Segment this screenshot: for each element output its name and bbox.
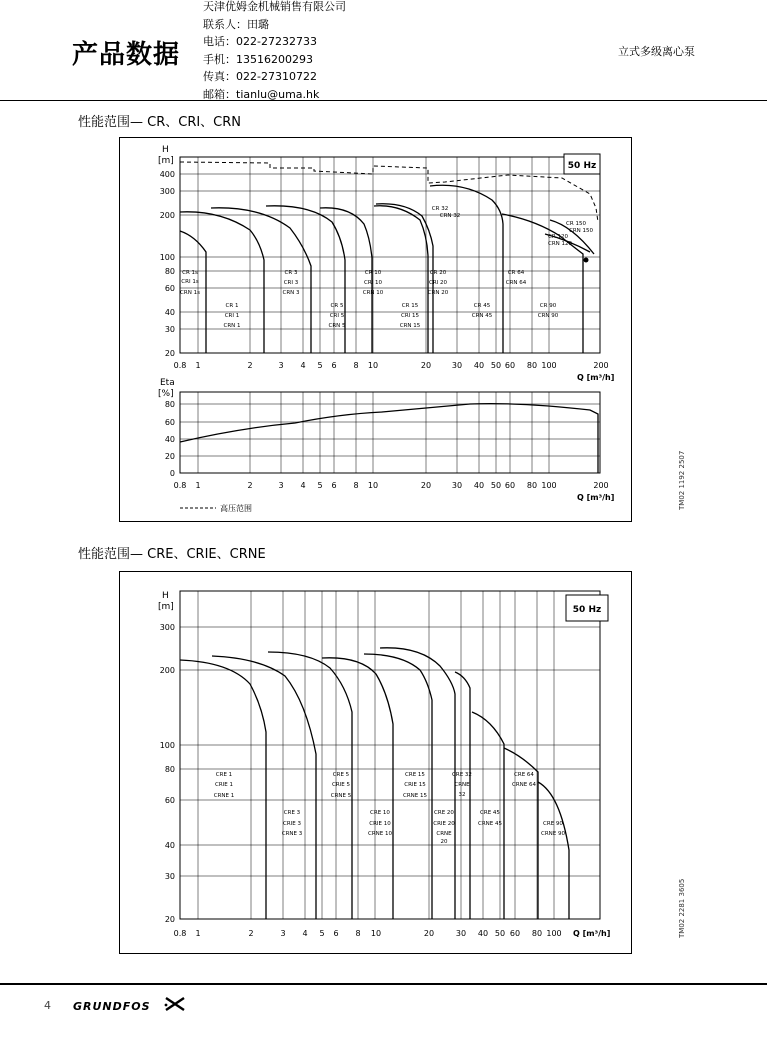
h-tick-2: 60 — [164, 796, 175, 805]
q-tick-1: 100 — [541, 361, 557, 370]
q-tick-1: 0.8 — [173, 361, 187, 370]
h-tick-1: 30 — [164, 325, 175, 334]
q-tick-2: 0.8 — [173, 929, 187, 938]
performance-chart-cre — [119, 571, 632, 954]
doc-number-2: TM02 2281 3605 — [678, 878, 686, 938]
pump-label: CR 15 — [401, 303, 419, 309]
pump-label: CRNE 90 — [541, 831, 565, 837]
pump-label: CRE 20 — [434, 810, 454, 816]
pump-label: CRE 5 — [332, 772, 350, 778]
q-tick-2: 2 — [248, 929, 254, 938]
q-tick-eta: 20 — [420, 481, 432, 490]
q-tick-2: 30 — [455, 929, 467, 938]
pump-label: CRN 45 — [471, 313, 493, 319]
q-tick-eta: 200 — [593, 481, 609, 490]
contact-mobile: 手机：13516200293 — [203, 52, 313, 66]
q-tick-1: 10 — [367, 361, 379, 370]
q-tick-1: 6 — [331, 361, 337, 370]
q-axis-label-2: Q [m³/h] — [573, 929, 611, 938]
doc-number-1: TM02 1192 2507 — [678, 450, 686, 510]
contact-fax: 传真：022-27310722 — [203, 70, 317, 83]
pump-label: CRE 1 — [215, 772, 233, 778]
h-tick-2: 30 — [164, 872, 175, 881]
q-tick-2: 50 — [494, 929, 506, 938]
performance-chart-cr — [119, 137, 632, 522]
pump-label: CRNE 1 — [213, 793, 235, 799]
pump-label: CRN 150 — [568, 228, 594, 234]
pump-label: CR 1 — [225, 303, 239, 309]
pump-label: CRN 1 — [223, 323, 241, 329]
pump-label: CRNE 15 — [403, 793, 427, 799]
h-tick-1: 60 — [164, 284, 175, 293]
pump-label: CRN 1s — [180, 290, 200, 296]
product-category: 立式多级离心泵 — [618, 45, 695, 58]
q-tick-eta: 10 — [367, 481, 379, 490]
pump-label: CR 3 — [284, 270, 298, 276]
q-tick-2: 40 — [477, 929, 489, 938]
pump-label: CRE 32 — [452, 772, 472, 778]
pump-label: CRN 20 — [427, 290, 449, 296]
pump-label: CRI 1 — [224, 313, 240, 319]
pump-curves-cre — [180, 648, 569, 919]
pump-label: CR 1s — [182, 270, 198, 276]
freq-badge-1: 50 Hz — [567, 161, 597, 171]
pump-label: CR 90 — [539, 303, 557, 309]
pump-label: CRIE 3 — [282, 821, 302, 827]
contact-person: 联系人：田璐 — [203, 17, 269, 31]
h-axis-unit-2: [m] — [158, 602, 174, 612]
eta-tick: 40 — [164, 435, 175, 444]
high-pressure-dashed-line — [180, 162, 598, 222]
h-tick-1: 300 — [159, 187, 175, 196]
grundfos-logo-icon — [164, 996, 186, 1012]
q-tick-2: 60 — [509, 929, 521, 938]
pump-label: CR 45 — [473, 303, 491, 309]
q-tick-1: 60 — [504, 361, 516, 370]
page-title: 产品数据 — [72, 40, 181, 70]
pump-label: CRE 3 — [283, 810, 301, 816]
section-title-cr: 性能范围— CR、CRI、CRN — [78, 115, 242, 130]
pump-label: CR 32 — [431, 206, 449, 212]
h-tick-1: 80 — [164, 267, 175, 276]
header-divider — [0, 100, 767, 101]
pump-label: 20 — [440, 839, 448, 845]
h-tick-1: 100 — [159, 253, 175, 262]
h-tick-1: 40 — [164, 308, 175, 317]
eta-axis-label: Eta — [160, 378, 175, 388]
h-axis-label-2: H — [162, 591, 169, 601]
page-number: 4 — [44, 999, 51, 1012]
q-tick-1: 200 — [593, 361, 609, 370]
q-tick-1: 20 — [420, 361, 432, 370]
q-tick-1: 80 — [526, 361, 538, 370]
pump-label: CRIE 5 — [331, 782, 351, 788]
h-axis-label-1: H — [162, 145, 169, 155]
q-tick-1: 2 — [247, 361, 253, 370]
q-tick-2: 1 — [195, 929, 201, 938]
pump-label: CRN 120 — [547, 241, 573, 247]
pump-label: CRE 90 — [543, 821, 563, 827]
pump-label: CRIE 15 — [404, 782, 426, 788]
pump-label: CRNE — [436, 831, 452, 837]
contact-company: 天津优姆金机械销售有限公司 — [203, 0, 346, 13]
pump-label: CRNE 45 — [478, 821, 502, 827]
q-tick-eta: 0.8 — [173, 481, 187, 490]
h-tick-2: 100 — [159, 741, 175, 750]
q-tick-2: 100 — [546, 929, 562, 938]
cr150-point-marker — [584, 258, 589, 263]
pump-label: CRE 45 — [480, 810, 500, 816]
q-tick-eta: 5 — [317, 481, 323, 490]
pump-label: CRI 20 — [428, 280, 448, 286]
q-tick-eta: 50 — [490, 481, 502, 490]
h-tick-2: 300 — [159, 623, 175, 632]
q-tick-eta: 100 — [541, 481, 557, 490]
q-tick-eta: 60 — [504, 481, 516, 490]
pump-label: CRNE 3 — [281, 831, 303, 837]
eta-axis-unit: [%] — [158, 389, 174, 399]
q-tick-2: 8 — [355, 929, 361, 938]
pump-label: CRE 10 — [370, 810, 390, 816]
q-tick-2: 10 — [370, 929, 382, 938]
q-tick-2: 6 — [333, 929, 339, 938]
q-axis-label-eta: Q [m³/h] — [577, 493, 615, 502]
q-tick-eta: 1 — [195, 481, 201, 490]
section-title-cre: 性能范围— CRE、CRIE、CRNE — [78, 547, 266, 562]
pump-label: CRN 3 — [282, 290, 300, 296]
pump-label: CR 64 — [507, 270, 525, 276]
q-tick-2: 5 — [319, 929, 325, 938]
pump-label: CRNE 10 — [368, 831, 392, 837]
q-axis-label-1: Q [m³/h] — [577, 373, 615, 382]
h-tick-1: 20 — [164, 349, 175, 358]
pump-label: CRI 1s — [181, 279, 199, 285]
eta-tick: 80 — [164, 400, 175, 409]
h-tick-2: 40 — [164, 841, 175, 850]
pump-label: CRIE 10 — [369, 821, 391, 827]
legend-label: 高压范围 — [220, 504, 252, 513]
q-tick-eta: 80 — [526, 481, 538, 490]
eta-tick: 20 — [164, 452, 175, 461]
pump-label: CRE 64 — [514, 772, 534, 778]
pump-label: CRIE 20 — [433, 821, 455, 827]
h-tick-2: 200 — [159, 666, 175, 675]
q-tick-eta: 8 — [353, 481, 359, 490]
pump-label: CRN 64 — [505, 280, 527, 286]
q-tick-eta: 3 — [278, 481, 284, 490]
q-tick-2: 20 — [423, 929, 435, 938]
q-tick-2: 80 — [531, 929, 543, 938]
pump-label: CR 20 — [429, 270, 447, 276]
freq-badge-2: 50 Hz — [572, 605, 602, 615]
q-tick-eta: 40 — [473, 481, 485, 490]
q-tick-eta: 2 — [247, 481, 253, 490]
pump-label: CRIE 1 — [214, 782, 234, 788]
pump-label: CRNE — [454, 782, 470, 788]
pump-label: CRI 15 — [400, 313, 420, 319]
q-tick-1: 40 — [473, 361, 485, 370]
h-axis-unit-1: [m] — [158, 156, 174, 166]
h-tick-2: 20 — [164, 915, 175, 924]
q-tick-eta: 30 — [451, 481, 463, 490]
q-tick-2: 3 — [280, 929, 286, 938]
q-tick-eta: 6 — [331, 481, 337, 490]
pump-label: 32 — [458, 792, 466, 798]
pump-label: CRN 10 — [362, 290, 384, 296]
eta-tick: 0 — [169, 469, 175, 478]
pump-label: CR 10 — [364, 270, 382, 276]
q-tick-1: 30 — [451, 361, 463, 370]
brand-logo-text: GRUNDFOS — [73, 1000, 151, 1013]
pump-label: CRN 32 — [439, 213, 461, 219]
contact-phone: 电话：022-27232733 — [203, 35, 317, 48]
pump-label: CRI 10 — [363, 280, 383, 286]
pump-label: CR 150 — [566, 221, 586, 227]
h-tick-1: 400 — [159, 170, 175, 179]
q-tick-1: 1 — [195, 361, 201, 370]
eta-tick: 60 — [164, 418, 175, 427]
h-tick-2: 80 — [164, 765, 175, 774]
h-tick-1: 200 — [159, 211, 175, 220]
q-tick-1: 5 — [317, 361, 323, 370]
pump-label: CRI 3 — [283, 280, 299, 286]
contact-block — [203, 0, 346, 103]
pump-label: CRE 15 — [405, 772, 425, 778]
q-tick-1: 3 — [278, 361, 284, 370]
q-tick-eta: 4 — [300, 481, 306, 490]
q-tick-2: 4 — [302, 929, 308, 938]
contact-email: 邮箱：tianlu@uma.hk — [203, 87, 320, 101]
pump-label: CRN 90 — [537, 313, 559, 319]
pump-label: CRN 5 — [328, 323, 346, 329]
pump-label: CRN 15 — [399, 323, 421, 329]
pump-label: CRNE 64 — [512, 782, 536, 788]
footer-divider — [0, 983, 767, 985]
pump-label: CRNE 5 — [330, 793, 352, 799]
q-tick-1: 8 — [353, 361, 359, 370]
pump-label: CRI 5 — [329, 313, 345, 319]
pump-label: CR 120 — [548, 234, 568, 240]
q-tick-1: 4 — [300, 361, 306, 370]
q-tick-1: 50 — [490, 361, 502, 370]
pump-label: CR 5 — [330, 303, 344, 309]
